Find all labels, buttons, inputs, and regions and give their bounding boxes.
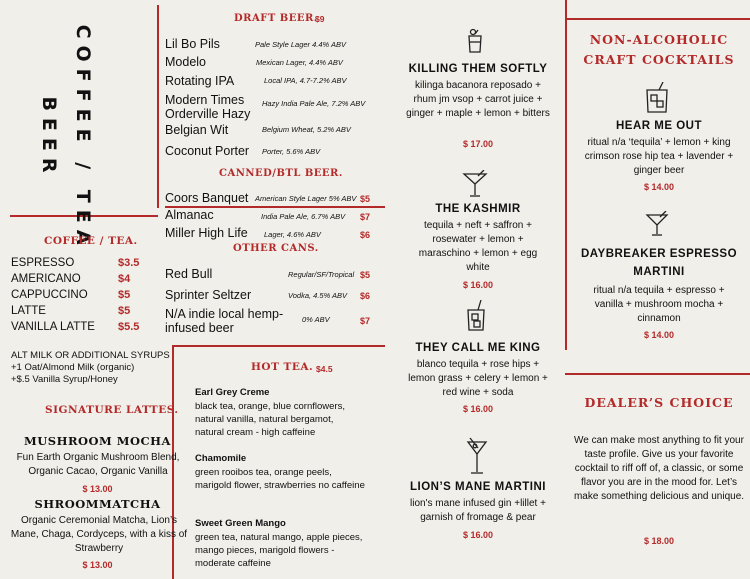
dealers-choice-desc: We can make most anything to fit your taste profile. Give us your favorite cocktail to riff off of, a classic, or some flavor you are in the mood for. Let’s make something delicious and unique.	[573, 435, 745, 502]
dealers-choice-price: $ 18.00	[643, 536, 675, 546]
other-item-name: N/A indie local hemp-infused beer	[165, 307, 284, 335]
na-cocktail-name: DAYBREAKER ESPRESSO	[580, 248, 738, 260]
signature-item-desc: Organic Ceremonial Matcha, Lion’s Mane, Chaga, Cordyceps, with a kiss of Strawberry	[10, 515, 188, 554]
draft-item-name: Modern Times Orderville Hazy	[165, 93, 251, 121]
draft-item-name: Coconut Porter	[165, 144, 250, 158]
canned-item-desc: India Pale Ale, 6.7% ABV	[261, 212, 346, 221]
cocktail-desc: kilinga bacanora reposado + rhum jm vsop + carrot juice + ginger + maple + lemon + bitters	[406, 80, 550, 119]
canned-item-name: Coors Banquet	[165, 191, 249, 205]
alt-milk-line1: ALT MILK OR ADDITIONAL SYRUPS	[11, 350, 170, 361]
coffee-item-price: $5	[118, 305, 131, 317]
dealers-choice-heading: DEALER’S CHOICE	[584, 395, 734, 410]
canned-heading: CANNED/BTL BEER.	[219, 168, 343, 179]
canned-item-name: Almanac	[165, 208, 214, 222]
other-item-name: Sprinter Seltzer	[165, 288, 252, 302]
coffee-item-price: $5.5	[118, 321, 140, 333]
coffee-item-price: $5	[118, 289, 131, 301]
draft-item-desc: Hazy India Pale Ale, 7.2% ABV	[262, 99, 366, 108]
other-item-price: $5	[360, 270, 371, 280]
draft-heading: DRAFT BEER.	[234, 13, 318, 24]
coffee-item-name: VANILLA LATTE	[11, 321, 95, 333]
alt-milk-line3: +$.5 Vanilla Syrup/Honey	[11, 374, 118, 385]
other-item-desc: 0% ABV	[302, 315, 330, 324]
cocktail-price: $ 16.00	[462, 280, 494, 290]
draft-item-name: Rotating IPA	[165, 74, 235, 88]
divider-right-top	[565, 18, 750, 20]
draft-item-desc: Porter, 5.6% ABV	[262, 147, 321, 156]
vertical-title-line2: BEER	[38, 96, 60, 180]
non-alcoholic-heading-line1: NON-ALCOHOLIC	[589, 32, 729, 47]
coffee-item-price: $3.5	[118, 257, 140, 269]
tea-item-name: Earl Grey Creme	[195, 387, 270, 398]
draft-item-name: Belgian Wit	[165, 123, 229, 137]
highball-glass-icon	[465, 300, 487, 337]
alt-milk-note	[11, 350, 170, 386]
hot-tea-heading: HOT TEA.	[251, 361, 314, 373]
other-item-name: Red Bull	[165, 267, 213, 281]
tea-item-desc: black tea, orange, blue cornflowers, natural vanilla, natural bergamot, natural cream - high caffeine	[195, 401, 345, 438]
non-alcoholic-heading-line2: CRAFT COCKTAILS	[583, 52, 735, 67]
na-cocktail-name: HEAR ME OUT	[616, 120, 702, 132]
na-cocktail-name-line2: MARTINI	[633, 266, 685, 278]
other-item-desc: Vodka, 4.5% ABV	[288, 291, 348, 300]
cocktail-desc: lion's mane infused gin +lillet + garnish of fromage & pear	[410, 498, 546, 523]
draft-item-desc: Pale Style Lager 4.4% ABV	[255, 40, 347, 49]
draft-price: $9	[315, 14, 325, 24]
coffee-item-price: $4	[118, 273, 131, 285]
rocks-glass-icon	[645, 82, 669, 119]
na-cocktail-desc: ritual n/a ‘tequila’ + lemon + king crimson rose hip tea + lavender + ginger beer	[584, 137, 734, 176]
canned-item-price: $7	[360, 212, 371, 222]
draft-item-desc: Belgium Wheat, 5.2% ABV	[262, 125, 351, 134]
cocktail-price: $ 16.00	[462, 530, 494, 540]
na-cocktail-desc: ritual n/a tequila + espresso + vanilla + mushroom mocha + cinnamon	[593, 285, 725, 324]
signature-item-desc: Fun Earth Organic Mushroom Blend, Organic Cacao, Organic Vanilla	[16, 452, 180, 477]
coffee-item-name: CAPPUCCINO	[11, 289, 88, 301]
tea-item-desc: green rooibos tea, orange peels, marigold flower, strawberries no caffeine	[195, 467, 365, 491]
hot-tea-price: $4.5	[316, 364, 333, 374]
coffee-item-name: LATTE	[11, 305, 46, 317]
na-cocktail-price: $ 14.00	[643, 182, 675, 192]
coupe-glass-icon	[462, 170, 488, 203]
divider-right-middle	[565, 373, 750, 375]
cocktail-desc: blanco tequila + rose hips + lemon grass + celery + lemon + red wine + soda	[408, 359, 548, 398]
draft-item-name: Modelo	[165, 55, 206, 69]
cocktail-name: THEY CALL ME KING	[415, 342, 541, 354]
other-item-price: $7	[360, 316, 371, 326]
vertical-title	[30, 8, 100, 268]
coffee-heading: COFFEE / TEA.	[44, 235, 138, 247]
tea-item-name: Chamomile	[195, 453, 247, 464]
divider-draft-left	[157, 5, 159, 208]
canned-item-price: $5	[360, 194, 371, 204]
draft-item-desc: Mexican Lager, 4.4% ABV	[256, 58, 343, 67]
canned-item-desc: American Style Lager 5% ABV	[255, 194, 357, 203]
signature-item-price: $ 13.00	[82, 560, 113, 570]
na-cocktail-price: $ 14.00	[643, 330, 675, 340]
vertical-title-line1: COFFEE / TEA	[72, 24, 94, 252]
cocktail-name: KILLING THEM SOFTLY	[408, 63, 548, 75]
divider-hot-tea-top	[172, 345, 385, 347]
cocktail-name: LION’S MANE MARTINI	[410, 481, 546, 493]
canned-item-price: $6	[360, 230, 371, 240]
coffee-item-name: AMERICANO	[11, 273, 81, 285]
signature-heading: SIGNATURE LATTES.	[45, 404, 179, 416]
canned-item-name: Miller High Life	[165, 226, 248, 240]
divider-right-panel	[565, 0, 567, 350]
canned-item-desc: Lager, 4.6% ABV	[264, 230, 321, 239]
cocktail-price: $ 16.00	[462, 404, 494, 414]
rocks-glass-icon	[466, 28, 484, 59]
coffee-item-name: ESPRESSO	[11, 257, 75, 269]
signature-item-name: SHROOMMATCHA	[34, 497, 161, 511]
tea-item-desc: green tea, natural mango, apple pieces, mango pieces, marigold flowers - moderate caffeine	[195, 532, 363, 569]
other-item-desc: Regular/SF/Tropical	[288, 270, 355, 279]
coupe-glass-icon	[645, 211, 669, 242]
other-item-price: $6	[360, 291, 371, 301]
cocktail-price: $ 17.00	[462, 139, 494, 149]
martini-glass-icon	[466, 436, 488, 481]
signature-item-price: $ 13.00	[82, 484, 113, 494]
cocktail-name: THE KASHMIR	[435, 203, 521, 215]
other-cans-heading: OTHER CANS.	[233, 243, 319, 254]
signature-item-name: MUSHROOM MOCHA	[24, 434, 171, 448]
tea-item-name: Sweet Green Mango	[195, 518, 286, 529]
non-alcoholic-heading	[568, 30, 750, 70]
cocktail-desc: tequila + neft + saffron + rosewater + lemon + maraschino + lemon + egg white	[418, 220, 538, 273]
draft-item-name: Lil Bo Pils	[165, 37, 220, 51]
draft-item-desc: Local IPA, 4.7-7.2% ABV	[264, 76, 347, 85]
alt-milk-line2: +1 Oat/Almond Milk (organic)	[11, 362, 135, 373]
